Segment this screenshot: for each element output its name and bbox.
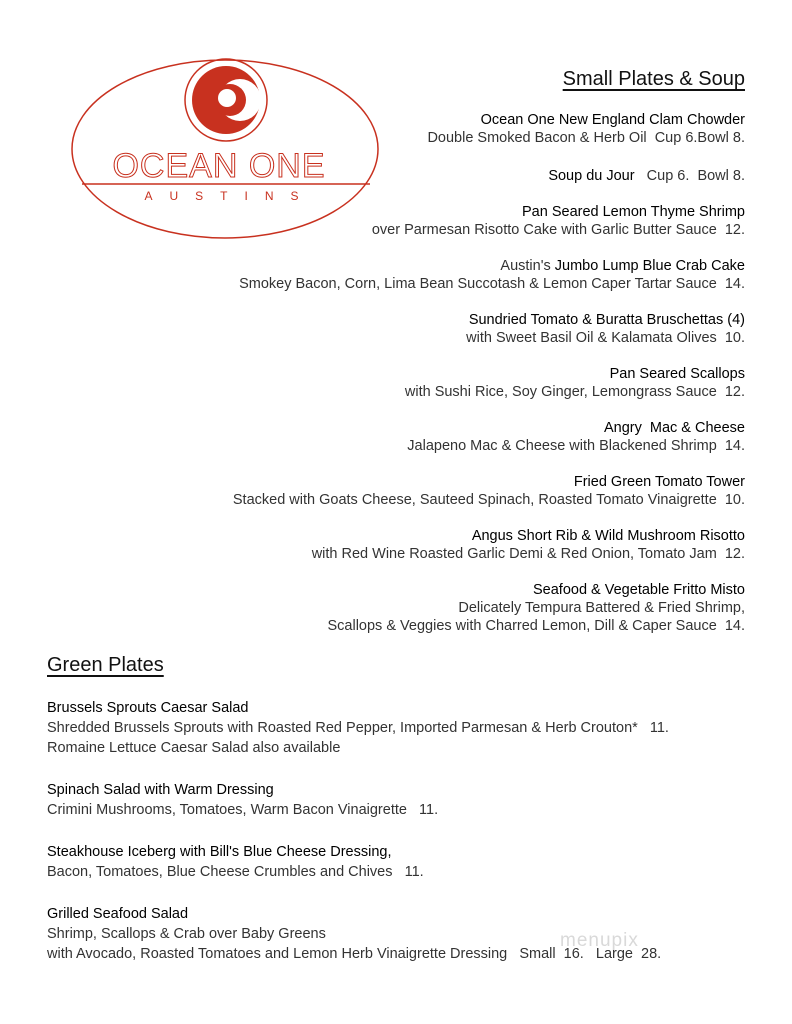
small-plates-list xyxy=(125,111,745,635)
menu-item xyxy=(47,904,747,964)
menu-item-desc: with Red Wine Roasted Garlic Demi & Red Onion, Tomato Jam 12. xyxy=(311,546,745,562)
green-plates-list xyxy=(47,698,747,964)
green-plates-title: Green Plates xyxy=(47,654,164,676)
menu-item xyxy=(47,698,747,758)
menu-item-desc: with Sweet Basil Oil & Kalamata Olives 10. xyxy=(466,330,745,346)
menu-item-desc: Smokey Bacon, Corn, Lima Bean Succotash & Lemon Caper Tartar Sauce 14. xyxy=(239,276,745,292)
menu-item xyxy=(47,780,747,820)
menu-item xyxy=(125,203,745,239)
menu-item xyxy=(125,311,745,347)
menu-item-name: Angry Mac & Cheese xyxy=(603,420,745,436)
menu-item-desc-line2: Romaine Lettuce Caesar Salad also available xyxy=(47,740,341,756)
menu-item xyxy=(125,167,745,185)
menu-item xyxy=(125,419,745,455)
menu-item xyxy=(125,365,745,401)
menu-item xyxy=(125,527,745,563)
menu-item-desc: Stacked with Goats Cheese, Sauteed Spinach, Roasted Tomato Vinaigrette 10. xyxy=(232,492,745,508)
menu-item-desc-line2: with Avocado, Roasted Tomatoes and Lemon Herb Vinaigrette Dressing Small 16. Large 28. xyxy=(47,946,662,962)
menu-item-desc: Double Smoked Bacon & Herb Oil Cup 6.Bowl 8. xyxy=(427,130,745,146)
menu-item xyxy=(125,581,745,635)
menu-item-name: Sundried Tomato & Buratta Bruschettas (4) xyxy=(468,312,745,328)
menu-item xyxy=(47,842,747,882)
menu-item xyxy=(125,111,745,147)
menu-item-name: Pan Seared Scallops xyxy=(609,366,745,382)
watermark: menupix xyxy=(560,930,639,951)
menu-item-name: Seafood & Vegetable Fritto Misto xyxy=(533,582,745,598)
menu-item-line xyxy=(125,167,745,185)
menu-item-name: Soup du Jour xyxy=(548,168,635,184)
menu-item-prefix: Austin's xyxy=(500,258,551,274)
menu-item-name: Angus Short Rib & Wild Mushroom Risotto xyxy=(471,528,745,544)
menu-item-name: Steakhouse Iceberg with Bill's Blue Cheese Dressing, xyxy=(47,844,392,860)
menu-item xyxy=(125,257,745,293)
logo-subtitle: AUSTINS xyxy=(144,189,316,203)
menu-item-price: Cup 6. Bowl 8. xyxy=(646,168,745,184)
menu-item-desc: Crimini Mushrooms, Tomatoes, Warm Bacon Vinaigrette 11. xyxy=(47,802,439,818)
menu-item-desc: Shredded Brussels Sprouts with Roasted Red Pepper, Imported Parmesan & Herb Crouton* 11. xyxy=(47,720,669,736)
menu-item-name: Brussels Sprouts Caesar Salad xyxy=(47,700,249,716)
menu-item-line xyxy=(125,257,745,275)
menu-item-desc: over Parmesan Risotto Cake with Garlic Butter Sauce 12. xyxy=(371,222,745,238)
small-plates-title: Small Plates & Soup xyxy=(562,68,745,90)
menu-item xyxy=(125,473,745,509)
menu-item-name: Fried Green Tomato Tower xyxy=(573,474,745,490)
logo-name: OCEAN ONE xyxy=(112,147,326,185)
menu-item-name: Grilled Seafood Salad xyxy=(47,906,189,922)
menu-item-desc: Delicately Tempura Battered & Fried Shrimp, xyxy=(458,600,745,616)
menu-item-desc-line2: Scallops & Veggies with Charred Lemon, Dill & Caper Sauce 14. xyxy=(327,618,745,634)
menu-item-name: Jumbo Lump Blue Crab Cake xyxy=(554,258,745,274)
menu-item-name: Pan Seared Lemon Thyme Shrimp xyxy=(522,204,745,220)
menu-item-desc: Bacon, Tomatoes, Blue Cheese Crumbles and Chives 11. xyxy=(47,864,424,880)
menu-item-desc: Shrimp, Scallops & Crab over Baby Greens xyxy=(47,926,326,942)
menu-item-name: Ocean One New England Clam Chowder xyxy=(480,112,745,128)
menu-item-desc: with Sushi Rice, Soy Ginger, Lemongrass Sauce 12. xyxy=(404,384,745,400)
menu-item-name: Spinach Salad with Warm Dressing xyxy=(47,782,274,798)
menu-item-desc: Jalapeno Mac & Cheese with Blackened Shrimp 14. xyxy=(407,438,745,454)
